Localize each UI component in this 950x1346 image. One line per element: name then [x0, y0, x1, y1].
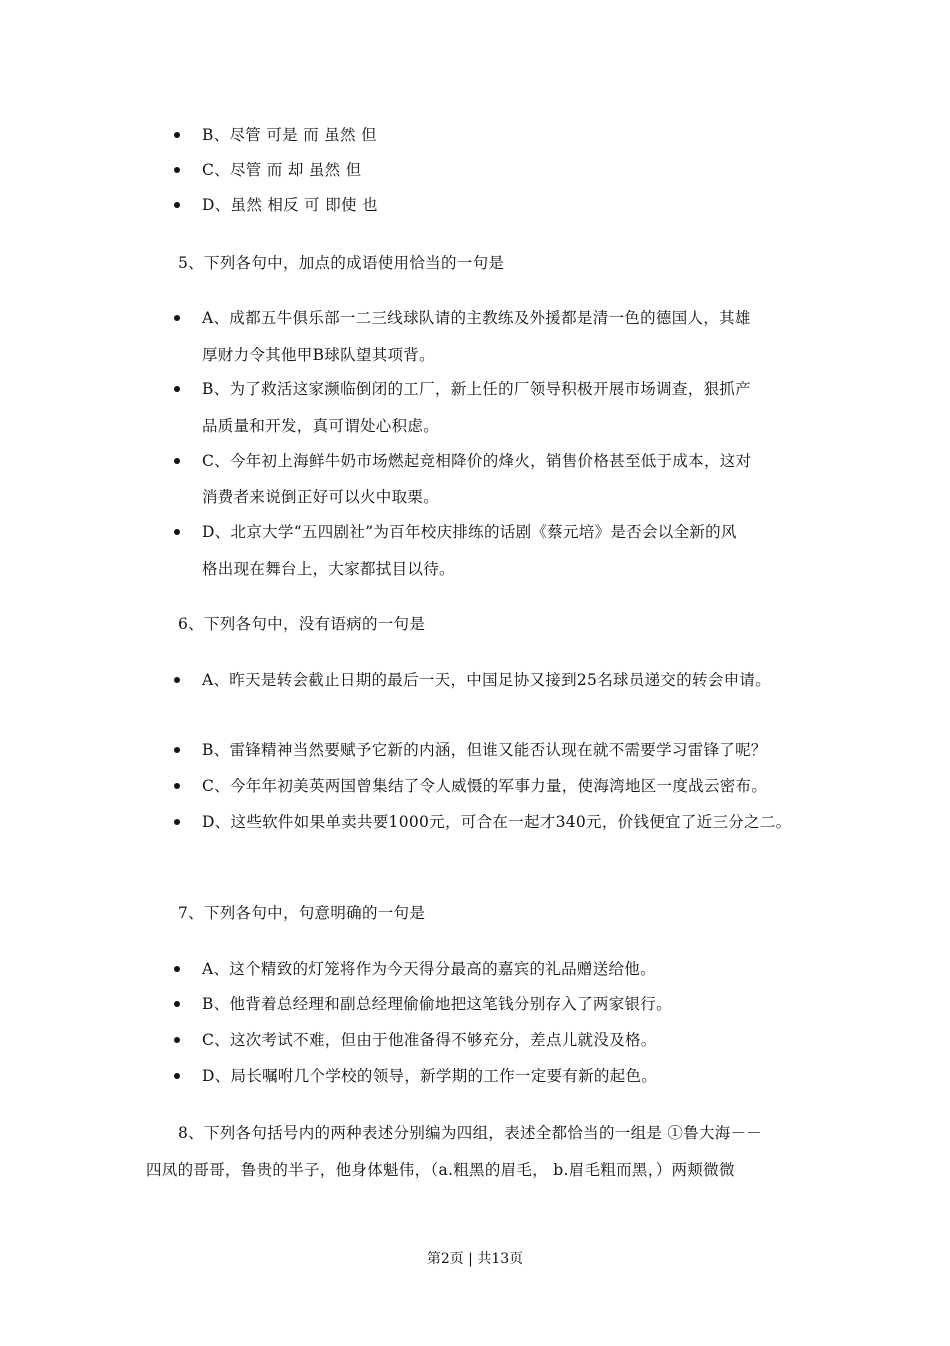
bullet — [174, 819, 180, 825]
option-q5-d-line1: D、北京大学“五四剧社”为百年校庆排练的话剧《蔡元培》是否会以全新的风 — [202, 523, 737, 541]
question-5-stem: 5、下列各句中，加点的成语使用恰当的一句是 — [178, 254, 505, 272]
bullet — [174, 458, 180, 464]
option-q6-d: D、这些软件如果单卖共要1000元，可合在一起才340元，价钱便宜了近三分之二。 — [202, 813, 792, 831]
option-q7-b: B、他背着总经理和副总经理偷偷地把这笔钱分别存入了两家银行。 — [202, 995, 672, 1013]
bullet — [174, 202, 180, 208]
option-q5-a-line1: A、成都五牛俱乐部一二三线球队请的主教练及外援都是清一色的德国人，其雄 — [202, 309, 751, 327]
option-q7-a: A、这个精致的灯笼将作为今天得分最高的嘉宾的礼品赠送给他。 — [202, 960, 656, 978]
option-q5-c-line1: C、今年初上海鲜牛奶市场燃起竞相降价的烽火，销售价格甚至低于成本，这对 — [202, 452, 752, 470]
bullet — [174, 1073, 180, 1079]
option-q4-d: D、虽然 相反 可 即使 也 — [202, 196, 378, 214]
option-q5-c-line2: 消费者来说倒正好可以火中取栗。 — [202, 488, 440, 506]
option-q7-d: D、局长嘱咐几个学校的领导，新学期的工作一定要有新的起色。 — [202, 1067, 658, 1085]
bullet — [174, 1037, 180, 1043]
question-8-line1: 8、下列各句括号内的两种表述分别编为四组，表述全都恰当的一组是 ①鲁大海－－ — [178, 1124, 763, 1142]
bullet — [174, 1001, 180, 1007]
option-q4-c: C、尽管 而 却 虽然 但 — [202, 161, 362, 179]
option-q6-b: B、雷锋精神当然要赋予它新的内涵，但谁又能否认现在就不需要学习雷锋了呢？ — [202, 741, 767, 759]
bullet — [174, 386, 180, 392]
bullet — [174, 677, 180, 683]
option-q6-c: C、今年年初美英两国曾集结了令人威慑的军事力量，使海湾地区一度战云密布。 — [202, 777, 768, 795]
option-q5-b-line2: 品质量和开发，真可谓处心积虑。 — [202, 417, 440, 435]
bullet — [174, 783, 180, 789]
option-q5-d-line2: 格出现在舞台上，大家都拭目以待。 — [202, 560, 455, 578]
bullet — [174, 315, 180, 321]
bullet — [174, 132, 180, 138]
option-q4-b: B、尽管 可是 而 虽然 但 — [202, 126, 377, 144]
option-q5-b-line1: B、为了救活这家濒临倒闭的工厂，新上任的厂领导积极开展市场调查，狠抓产 — [202, 380, 751, 398]
bullet — [174, 747, 180, 753]
bullet — [174, 167, 180, 173]
question-6-stem: 6、下列各句中，没有语病的一句是 — [178, 615, 426, 633]
option-q5-a-line2: 厚财力令其他甲B球队望其项背。 — [202, 346, 435, 364]
option-q6-a: A、昨天是转会截止日期的最后一天，中国足协又接到25名球员递交的转会申请。 — [202, 671, 772, 689]
bullet — [174, 966, 180, 972]
question-8-line2: 四凤的哥哥，鲁贵的半子，他身体魁伟，（a.粗黑的眉毛， b.眉毛粗而黑，）两颊微微 — [146, 1161, 735, 1179]
page-footer: 第2页 | 共13页 — [426, 1251, 524, 1267]
option-q7-c: C、这次考试不难，但由于他准备得不够充分，差点儿就没及格。 — [202, 1031, 657, 1049]
bullet — [174, 529, 180, 535]
question-7-stem: 7、下列各句中，句意明确的一句是 — [178, 904, 426, 922]
